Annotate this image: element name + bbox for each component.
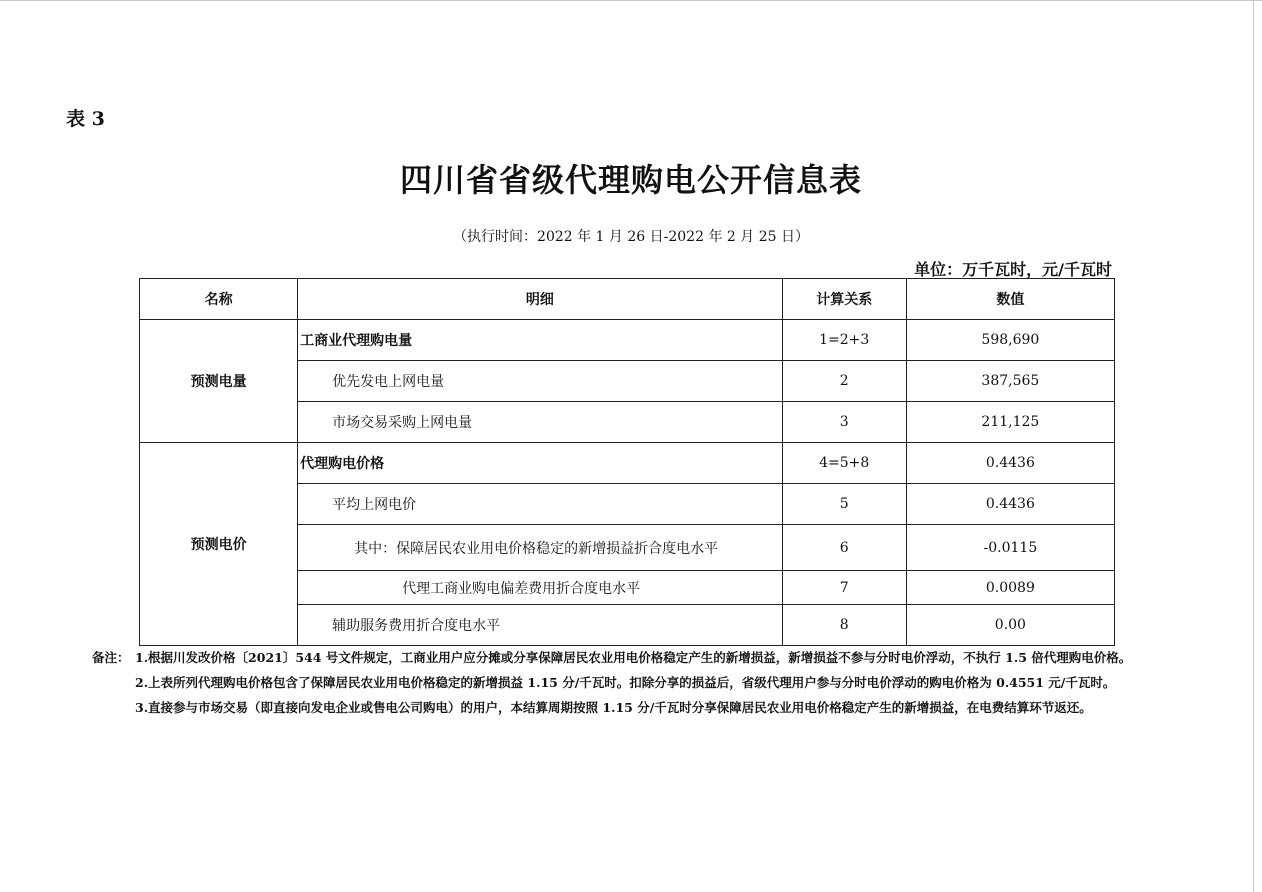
row-value: 0.00 — [906, 605, 1114, 646]
row-detail: 代理购电价格 — [298, 443, 782, 484]
page-title: 四川省省级代理购电公开信息表 — [399, 161, 862, 199]
row-value: 0.4436 — [906, 484, 1114, 525]
note-text: 2.上表所列代理购电价格包含了保障居民农业用电价格稳定的新增损益 1.15 分/千瓦时。扣除分享的损益后，省级代理用户参与分时电价浮动的购电价格为 0.4551 元/千瓦时。 — [135, 675, 1116, 690]
header-value: 数值 — [906, 279, 1114, 320]
execution-period: （执行时间：2022 年 1 月 26 日-2022 年 2 月 25 日） — [453, 229, 809, 245]
header-calc: 计算关系 — [782, 279, 906, 320]
row-value: 0.4436 — [906, 443, 1114, 484]
row-value: 0.0089 — [906, 571, 1114, 605]
info-table — [139, 278, 1115, 646]
row-detail: 辅助服务费用折合度电水平 — [298, 605, 782, 646]
row-calc: 8 — [782, 605, 906, 646]
row-calc: 5 — [782, 484, 906, 525]
page-edge-top — [0, 0, 1262, 1]
row-value: 211,125 — [906, 402, 1114, 443]
row-calc: 2 — [782, 361, 906, 402]
table-header-row — [140, 279, 1115, 320]
table-label: 表 3 — [66, 108, 105, 130]
row-calc: 7 — [782, 571, 906, 605]
note-line — [92, 699, 1252, 724]
row-calc: 1=2+3 — [782, 320, 906, 361]
table-row — [140, 443, 1115, 484]
row-detail: 代理工商业购电偏差费用折合度电水平 — [298, 571, 782, 605]
header-detail: 明细 — [298, 279, 782, 320]
row-value: 387,565 — [906, 361, 1114, 402]
row-value: 598,690 — [906, 320, 1114, 361]
notes — [92, 649, 1252, 724]
note-line — [92, 649, 1252, 674]
row-calc: 3 — [782, 402, 906, 443]
row-calc: 4=5+8 — [782, 443, 906, 484]
note-text: 1.根据川发改价格〔2021〕544 号文件规定，工商业用户应分摊或分享保障居民农业用电价格稳定产生的新增损益，新增损益不参与分时电价浮动，不执行 1.5 倍代理购电价格。 — [135, 650, 1132, 665]
row-detail: 平均上网电价 — [298, 484, 782, 525]
page-edge-right — [1253, 0, 1254, 892]
group-name-forecast-volume: 预测电量 — [140, 320, 298, 443]
row-calc: 6 — [782, 525, 906, 571]
row-detail: 其中：保障居民农业用电价格稳定的新增损益折合度电水平 — [298, 525, 782, 571]
note-line — [92, 674, 1252, 699]
row-detail: 工商业代理购电量 — [298, 320, 782, 361]
unit-note: 单位：万千瓦时，元/千瓦时 — [914, 260, 1112, 279]
table-row — [140, 320, 1115, 361]
row-detail: 优先发电上网电量 — [298, 361, 782, 402]
row-value: -0.0115 — [906, 525, 1114, 571]
row-detail: 市场交易采购上网电量 — [298, 402, 782, 443]
header-name: 名称 — [140, 279, 298, 320]
notes-prefix: 备注： — [92, 650, 130, 665]
note-text: 3.直接参与市场交易（即直接向发电企业或售电公司购电）的用户，本结算周期按照 1.15 分/千瓦时分享保障居民农业用电价格稳定产生的新增损益，在电费结算环节返还。 — [135, 700, 1092, 715]
group-name-forecast-price: 预测电价 — [140, 443, 298, 646]
